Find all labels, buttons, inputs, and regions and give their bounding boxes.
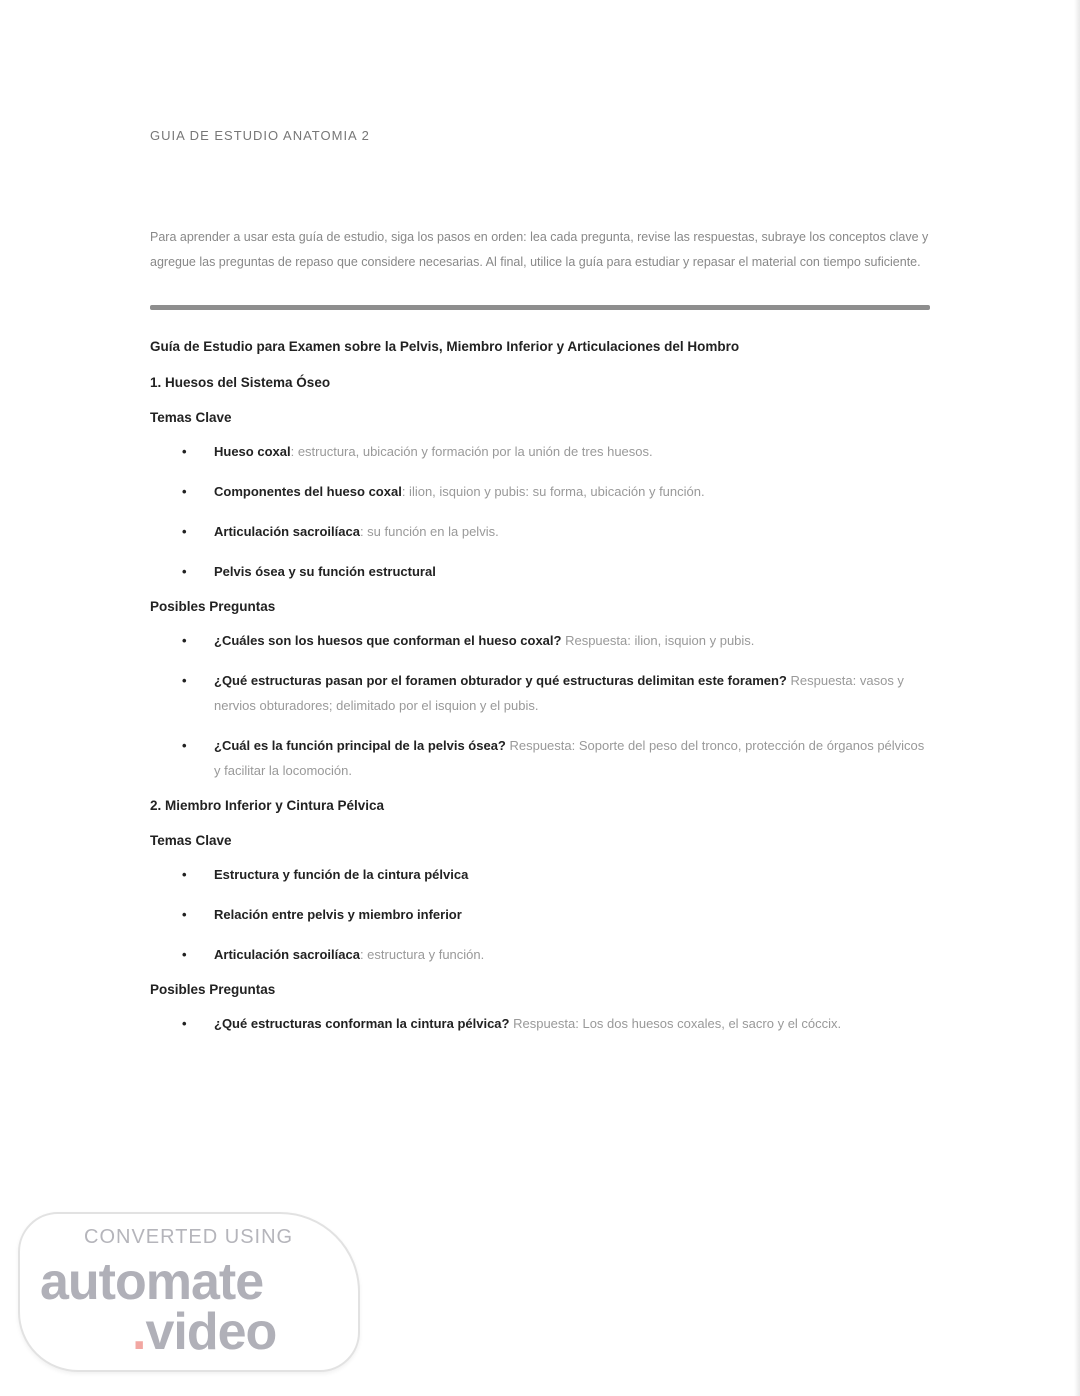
list-item bbox=[150, 902, 930, 927]
watermark-caption: CONVERTED USING bbox=[84, 1226, 294, 1248]
item-term: Articulación sacroilíaca bbox=[214, 524, 360, 539]
guide-title: Guía de Estudio para Examen sobre la Pelvis, Miembro Inferior y Articulaciones del Hombro bbox=[150, 339, 740, 354]
questions-label: Posibles Preguntas bbox=[150, 982, 276, 997]
questions-label: Posibles Preguntas bbox=[150, 599, 276, 614]
list-item bbox=[150, 479, 930, 504]
item-desc: : su función en la pelvis. bbox=[359, 524, 499, 539]
bullet-icon: • bbox=[182, 673, 187, 688]
intro-paragraph: Para aprender a usar esta guía de estudio, siga los pasos en orden: lea cada pregunta, revise las respuestas, subraye los conceptos clave y agregue las preguntas de repaso que considere necesarias. Al final, utilice la guía para estudiar y repasar el material con tiempo suficiente. bbox=[150, 230, 929, 269]
answer-text: Respuesta: vasos y nervios obturadores; delimitado por el isquion y el pubis. bbox=[214, 673, 904, 713]
list-item bbox=[150, 668, 930, 718]
questions-list bbox=[150, 628, 930, 783]
bullet-icon: • bbox=[182, 444, 187, 459]
questions-list bbox=[150, 1011, 930, 1036]
answer-text: Respuesta: Los dos huesos coxales, el sacro y el cóccix. bbox=[509, 1016, 842, 1031]
list-item bbox=[150, 1011, 930, 1036]
list-item bbox=[150, 862, 930, 887]
bullet-icon: • bbox=[182, 484, 187, 499]
item-desc: : estructura, ubicación y formación por la unión de tres huesos. bbox=[290, 444, 653, 459]
bullet-icon: • bbox=[182, 947, 187, 962]
item-desc: : ilion, isquion y pubis: su forma, ubicación y función. bbox=[401, 484, 705, 499]
item-term: Estructura y función de la cintura pélvica bbox=[214, 867, 469, 882]
question-text: ¿Qué estructuras pasan por el foramen obturador y qué estructuras delimitan este foramen? bbox=[214, 673, 787, 688]
question-text: ¿Qué estructuras conforman la cintura pélvica? bbox=[214, 1016, 510, 1031]
watermark-brand: automate bbox=[40, 1253, 264, 1311]
bullet-icon: • bbox=[182, 738, 187, 753]
list-item bbox=[150, 942, 930, 967]
bullet-icon: • bbox=[182, 633, 187, 648]
document-page bbox=[150, 120, 930, 1051]
watermark-dot: . bbox=[132, 1303, 146, 1361]
item-desc: : estructura y función. bbox=[359, 947, 485, 962]
section-title: 2. Miembro Inferior y Cintura Pélvica bbox=[150, 798, 385, 813]
horizontal-rule bbox=[150, 305, 930, 310]
section-2 bbox=[150, 798, 930, 1036]
answer-text: Respuesta: ilion, isquion y pubis. bbox=[561, 633, 755, 648]
item-term: Componentes del hueso coxal bbox=[214, 484, 402, 499]
bullet-icon: • bbox=[182, 867, 187, 882]
item-term: Articulación sacroilíaca bbox=[214, 947, 360, 962]
watermark-brand-suffix bbox=[132, 1302, 276, 1362]
key-topics-list bbox=[150, 439, 930, 584]
list-item bbox=[150, 439, 930, 464]
watermark-suffix-text: video bbox=[145, 1303, 277, 1361]
item-term: Hueso coxal bbox=[214, 444, 291, 459]
converter-watermark bbox=[18, 1212, 360, 1372]
section-title: 1. Huesos del Sistema Óseo bbox=[150, 375, 331, 390]
list-item bbox=[150, 628, 930, 653]
item-term: Relación entre pelvis y miembro inferior bbox=[214, 907, 462, 922]
question-text: ¿Cuál es la función principal de la pelvis ósea? bbox=[214, 738, 506, 753]
section-1 bbox=[150, 375, 930, 783]
key-topics-label: Temas Clave bbox=[150, 833, 232, 848]
document-title: GUIA DE ESTUDIO ANATOMIA 2 bbox=[150, 128, 370, 143]
item-term: Pelvis ósea y su función estructural bbox=[214, 564, 436, 579]
bullet-icon: • bbox=[182, 564, 187, 579]
list-item bbox=[150, 733, 930, 783]
bullet-icon: • bbox=[182, 907, 187, 922]
page-edge-shadow bbox=[1074, 0, 1080, 1396]
list-item bbox=[150, 559, 930, 584]
list-item bbox=[150, 519, 930, 544]
key-topics-label: Temas Clave bbox=[150, 410, 232, 425]
bullet-icon: • bbox=[182, 524, 187, 539]
question-text: ¿Cuáles son los huesos que conforman el hueso coxal? bbox=[214, 633, 562, 648]
answer-text: Respuesta: Soporte del peso del tronco, protección de órganos pélvicos y facilitar la locomoción. bbox=[214, 738, 925, 778]
bullet-icon: • bbox=[182, 1016, 187, 1031]
key-topics-list bbox=[150, 862, 930, 967]
